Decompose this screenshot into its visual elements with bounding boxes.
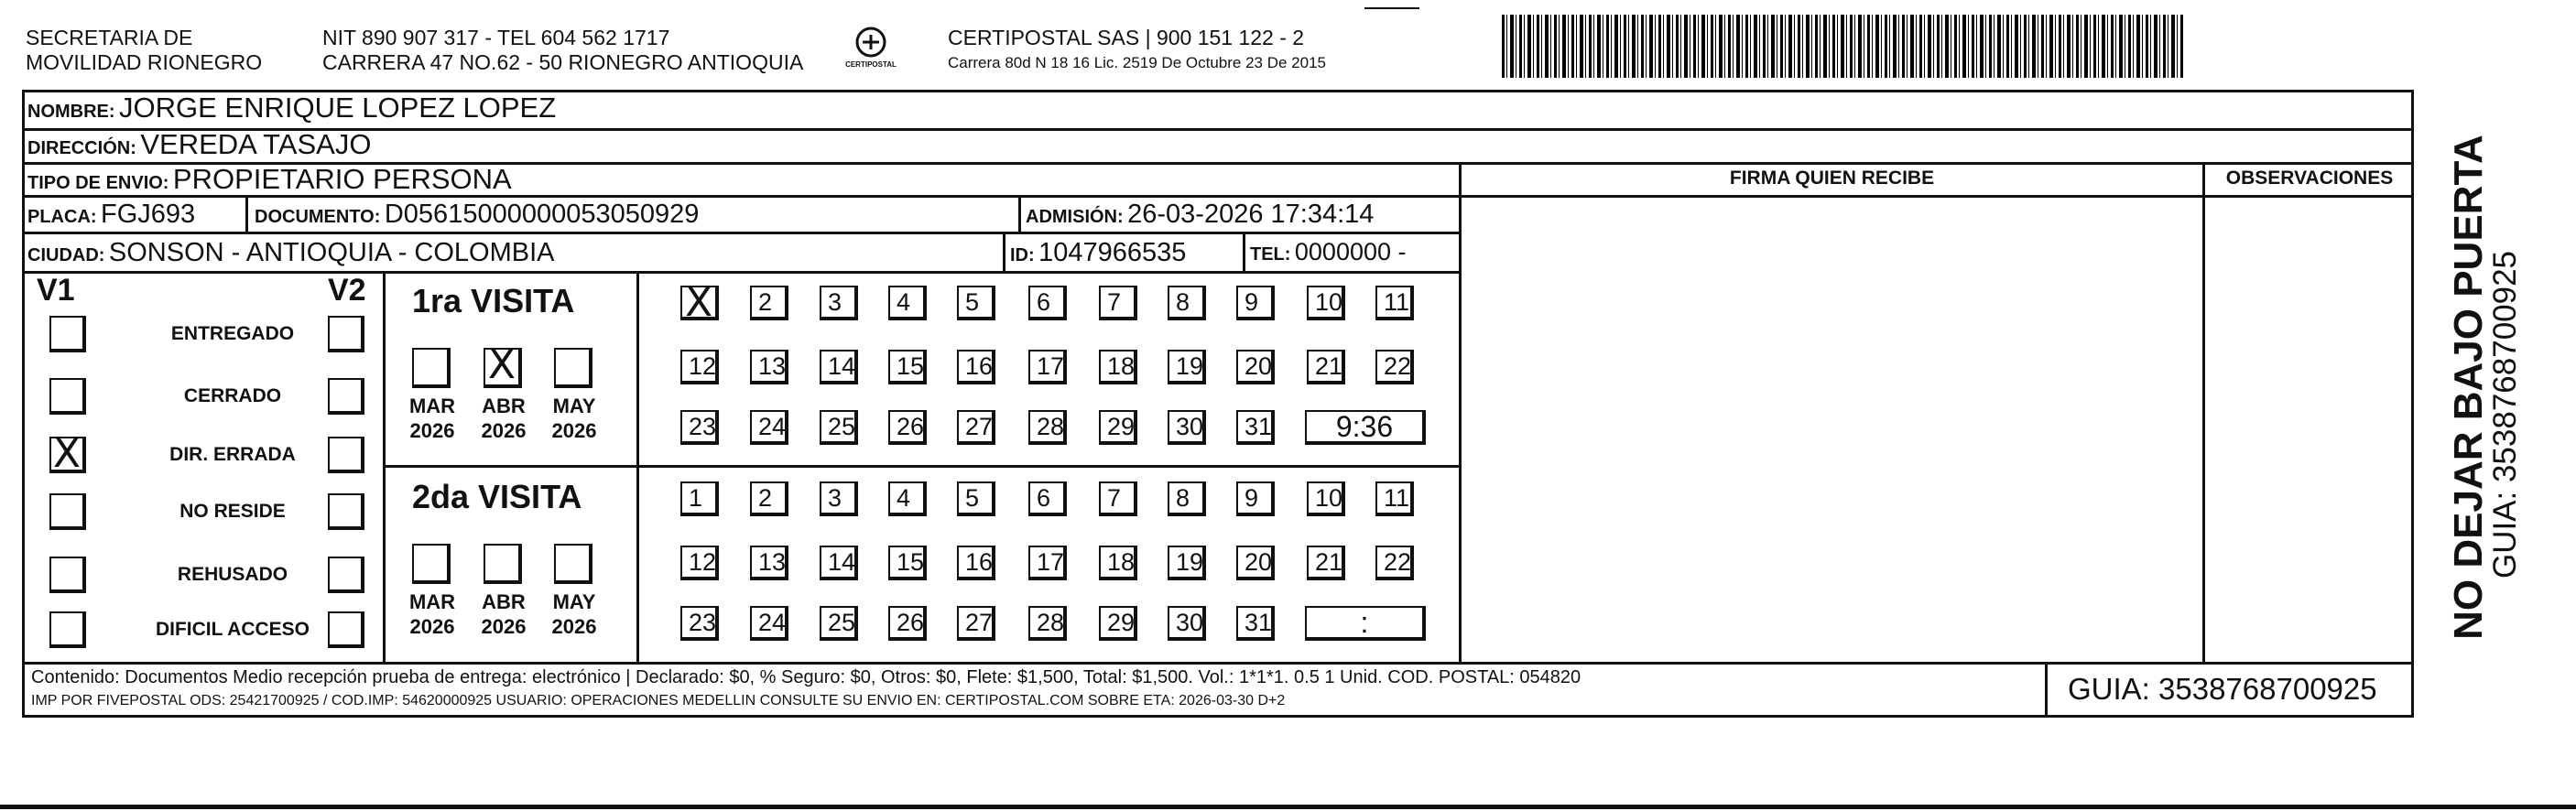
day-box[interactable]: 9	[1236, 286, 1275, 320]
org-line-1: SECRETARIA DE	[26, 26, 193, 49]
month-year: 2026	[481, 419, 527, 442]
org-name	[26, 26, 262, 75]
status-option-label: REHUSADO	[177, 564, 288, 585]
check-mark: X	[487, 341, 516, 388]
day-box[interactable]: 18	[1099, 350, 1137, 384]
observaciones-label: OBSERVACIONES	[2225, 168, 2394, 189]
day-box[interactable]: 20	[1236, 546, 1275, 580]
courier-line-2: Carrera 80d N 18 16 Lic. 2519 De Octubre 23 De 2015	[948, 54, 1326, 71]
v2-checkbox[interactable]	[328, 493, 364, 530]
day-box[interactable]: 23	[680, 410, 719, 445]
month-checkbox[interactable]	[412, 544, 451, 584]
day-box[interactable]: 10	[1307, 286, 1345, 320]
day-box[interactable]: 14	[820, 350, 858, 384]
tel-value: 0000000 -	[1294, 238, 1407, 265]
day-box[interactable]: 17	[1028, 350, 1067, 384]
certipostal-logo	[838, 26, 904, 76]
month-label	[541, 394, 607, 443]
day-box[interactable]: 10	[1307, 481, 1345, 516]
side-labels	[2414, 90, 2523, 640]
month-name: MAR	[408, 395, 456, 417]
day-box[interactable]: 29	[1099, 606, 1137, 641]
month-checkbox[interactable]	[554, 544, 592, 584]
admision-cell	[1026, 200, 1374, 230]
day-box[interactable]: 6	[1028, 286, 1067, 320]
day-box[interactable]: 12	[680, 350, 719, 384]
day-box[interactable]: 28	[1028, 410, 1067, 445]
ciudad-value: SONSON - ANTIOQUIA - COLOMBIA	[108, 238, 555, 267]
day-box[interactable]: 19	[1168, 546, 1206, 580]
day-box[interactable]: 19	[1168, 350, 1206, 384]
day-box[interactable]: 12	[680, 546, 719, 580]
v1-checkbox[interactable]	[49, 430, 86, 477]
day-box[interactable]: 21	[1307, 546, 1345, 580]
placa-value: FGJ693	[101, 200, 196, 229]
side-guia: GUIA: 3538768700925	[2487, 250, 2523, 579]
month-label	[471, 394, 537, 443]
day-box[interactable]: X	[680, 286, 719, 320]
barcode	[1502, 15, 2184, 78]
month-name: MAY	[552, 590, 596, 613]
day-box[interactable]: 13	[750, 546, 788, 580]
month-name: ABR	[482, 590, 526, 613]
v1-checkbox[interactable]	[49, 493, 86, 530]
org-contact	[322, 26, 803, 75]
documento-label: DOCUMENTO:	[255, 207, 381, 227]
day-box[interactable]: 16	[957, 350, 995, 384]
day-box[interactable]: 25	[820, 606, 858, 641]
address-line: CARRERA 47 NO.62 - 50 RIONEGRO ANTIOQUIA	[322, 50, 804, 74]
tipo-value: PROPIETARIO PERSONA	[172, 163, 512, 195]
nombre-value: JORGE ENRIQUE LOPEZ LOPEZ	[119, 92, 557, 124]
documento-value: D05615000000053050929	[384, 200, 700, 229]
day-box[interactable]: 26	[888, 606, 927, 641]
day-box[interactable]: 11	[1375, 286, 1414, 320]
ciudad-cell	[27, 238, 555, 268]
day-box[interactable]: 18	[1099, 546, 1137, 580]
month-name: MAR	[408, 590, 456, 613]
courier-line-1: CERTIPOSTAL SAS | 900 151 122 - 2	[948, 26, 1305, 49]
day-box[interactable]: 26	[888, 410, 927, 445]
month-checkbox[interactable]	[412, 348, 451, 388]
month-checkbox[interactable]	[554, 348, 592, 388]
day-box[interactable]: 9	[1236, 481, 1275, 516]
day-box[interactable]: 2	[750, 481, 788, 516]
v1-checkbox[interactable]	[49, 557, 86, 593]
day-box[interactable]: 31	[1236, 410, 1275, 445]
day-box[interactable]: 5	[957, 286, 995, 320]
day-box[interactable]: 2	[750, 286, 788, 320]
status-option-label: CERRADO	[183, 385, 282, 406]
nombre-row	[27, 92, 556, 124]
nombre-label: NOMBRE:	[27, 102, 115, 122]
firma-label: FIRMA QUIEN RECIBE	[1729, 168, 1935, 189]
direccion-value: VEREDA TASAJO	[140, 128, 372, 160]
day-box[interactable]: 15	[888, 546, 927, 580]
month-year: 2026	[409, 419, 455, 442]
v1-checkbox[interactable]	[49, 611, 86, 648]
tipo-row	[27, 163, 512, 196]
day-box[interactable]: 5	[957, 481, 995, 516]
tipo-label: TIPO DE ENVIO:	[27, 173, 169, 193]
day-box[interactable]: 24	[750, 410, 788, 445]
v2-checkbox[interactable]	[328, 557, 364, 593]
id-value: 1047966535	[1038, 238, 1187, 267]
day-box[interactable]: 7	[1099, 286, 1137, 320]
status-option-label: NO RESIDE	[179, 501, 286, 522]
side-warning: NO DEJAR BAJO PUERTA	[2446, 135, 2491, 640]
status-option-label: ENTREGADO	[170, 323, 295, 344]
day-box[interactable]: 20	[1236, 350, 1275, 384]
month-year: 2026	[551, 419, 597, 442]
day-box[interactable]: 22	[1375, 350, 1414, 384]
logo-text: CERTIPOSTAL	[845, 60, 897, 69]
day-box[interactable]: 4	[888, 481, 927, 516]
visit-title: 2da VISITA	[412, 478, 582, 515]
direccion-label: DIRECCIÓN:	[27, 138, 136, 158]
courier-info	[948, 26, 1326, 75]
day-box[interactable]: 13	[750, 350, 788, 384]
month-checkbox[interactable]	[484, 544, 522, 584]
day-box[interactable]: 15	[888, 350, 927, 384]
v1-label: V1	[37, 273, 75, 308]
day-box[interactable]: 28	[1028, 606, 1067, 641]
day-box[interactable]: 8	[1168, 286, 1206, 320]
day-box[interactable]: 8	[1168, 481, 1206, 516]
day-box[interactable]: 29	[1099, 410, 1137, 445]
day-box[interactable]: 3	[820, 481, 858, 516]
status-option-label: DIR. ERRADA	[169, 444, 296, 465]
check-mark: X	[52, 430, 82, 477]
day-box[interactable]: 22	[1375, 546, 1414, 580]
day-box[interactable]: 30	[1168, 410, 1206, 445]
day-box[interactable]: 14	[820, 546, 858, 580]
month-year: 2026	[409, 615, 455, 638]
placa-cell	[27, 200, 195, 230]
day-box[interactable]: 27	[957, 410, 995, 445]
day-box[interactable]: 24	[750, 606, 788, 641]
status-option-label: DIFICIL ACCESO	[155, 619, 310, 640]
day-box[interactable]: 1	[680, 481, 719, 516]
tel-label: TEL:	[1250, 244, 1291, 265]
documento-cell	[255, 200, 699, 230]
day-box[interactable]: 25	[820, 410, 858, 445]
v2-checkbox[interactable]	[328, 611, 364, 648]
month-name: MAY	[552, 395, 596, 417]
footer-contents: Contenido: Documentos Medio recepción prueba de entrega: electrónico | Declarado: $0, % Seguro: $0, Otros: $0, Flete: $1,500, Total: $1,500. Vol.: 1*1*1. 0.5 1 Unid. COD. POSTAL: 054820	[31, 667, 1581, 687]
day-box[interactable]: 27	[957, 606, 995, 641]
footer-guia: GUIA: 3538768700925	[2068, 672, 2377, 706]
day-box[interactable]: 17	[1028, 546, 1067, 580]
day-box[interactable]: 6	[1028, 481, 1067, 516]
v2-checkbox[interactable]	[328, 316, 364, 352]
ciudad-label: CIUDAD:	[27, 245, 105, 265]
time-box[interactable]: 9:36	[1305, 410, 1426, 445]
day-box[interactable]: 16	[957, 546, 995, 580]
month-name: ABR	[482, 395, 526, 417]
placa-label: PLACA:	[27, 207, 97, 227]
month-label	[399, 589, 465, 639]
month-label	[399, 394, 465, 443]
month-checkbox[interactable]	[484, 341, 522, 388]
v2-checkbox[interactable]	[328, 437, 364, 473]
month-year: 2026	[551, 615, 597, 638]
month-year: 2026	[481, 615, 527, 638]
v1-checkbox[interactable]	[49, 316, 86, 352]
day-box[interactable]: 3	[820, 286, 858, 320]
v2-label: V2	[328, 273, 366, 308]
month-label	[541, 589, 607, 639]
nit-line: NIT 890 907 317 - TEL 604 562 1717	[322, 26, 670, 49]
org-line-2: MOVILIDAD RIONEGRO	[26, 50, 263, 74]
day-box[interactable]: 21	[1307, 350, 1345, 384]
day-box[interactable]: 4	[888, 286, 927, 320]
time-box[interactable]: :	[1305, 606, 1426, 641]
day-box[interactable]: 11	[1375, 481, 1414, 516]
admision-label: ADMISIÓN:	[1026, 207, 1124, 227]
day-box[interactable]: 31	[1236, 606, 1275, 641]
day-box[interactable]: 23	[680, 606, 719, 641]
day-box[interactable]: 30	[1168, 606, 1206, 641]
month-label	[471, 589, 537, 639]
visit-title: 1ra VISITA	[412, 282, 575, 319]
v1-checkbox[interactable]	[49, 378, 86, 415]
direccion-row	[27, 128, 371, 161]
footer-imp: IMP POR FIVEPOSTAL ODS: 25421700925 / COD.IMP: 54620000925 USUARIO: OPERACIONES MEDELLIN CONSULTE SU ENVIO EN: CERTIPOSTAL.COM SOBRE ETA: 2026-03-30 D+2	[31, 693, 1286, 708]
day-box[interactable]: 7	[1099, 481, 1137, 516]
id-label: ID:	[1010, 245, 1035, 265]
admision-value: 26-03-2026 17:34:14	[1127, 200, 1375, 229]
id-cell	[1010, 238, 1186, 268]
tel-cell	[1250, 238, 1407, 266]
v2-checkbox[interactable]	[328, 378, 364, 415]
